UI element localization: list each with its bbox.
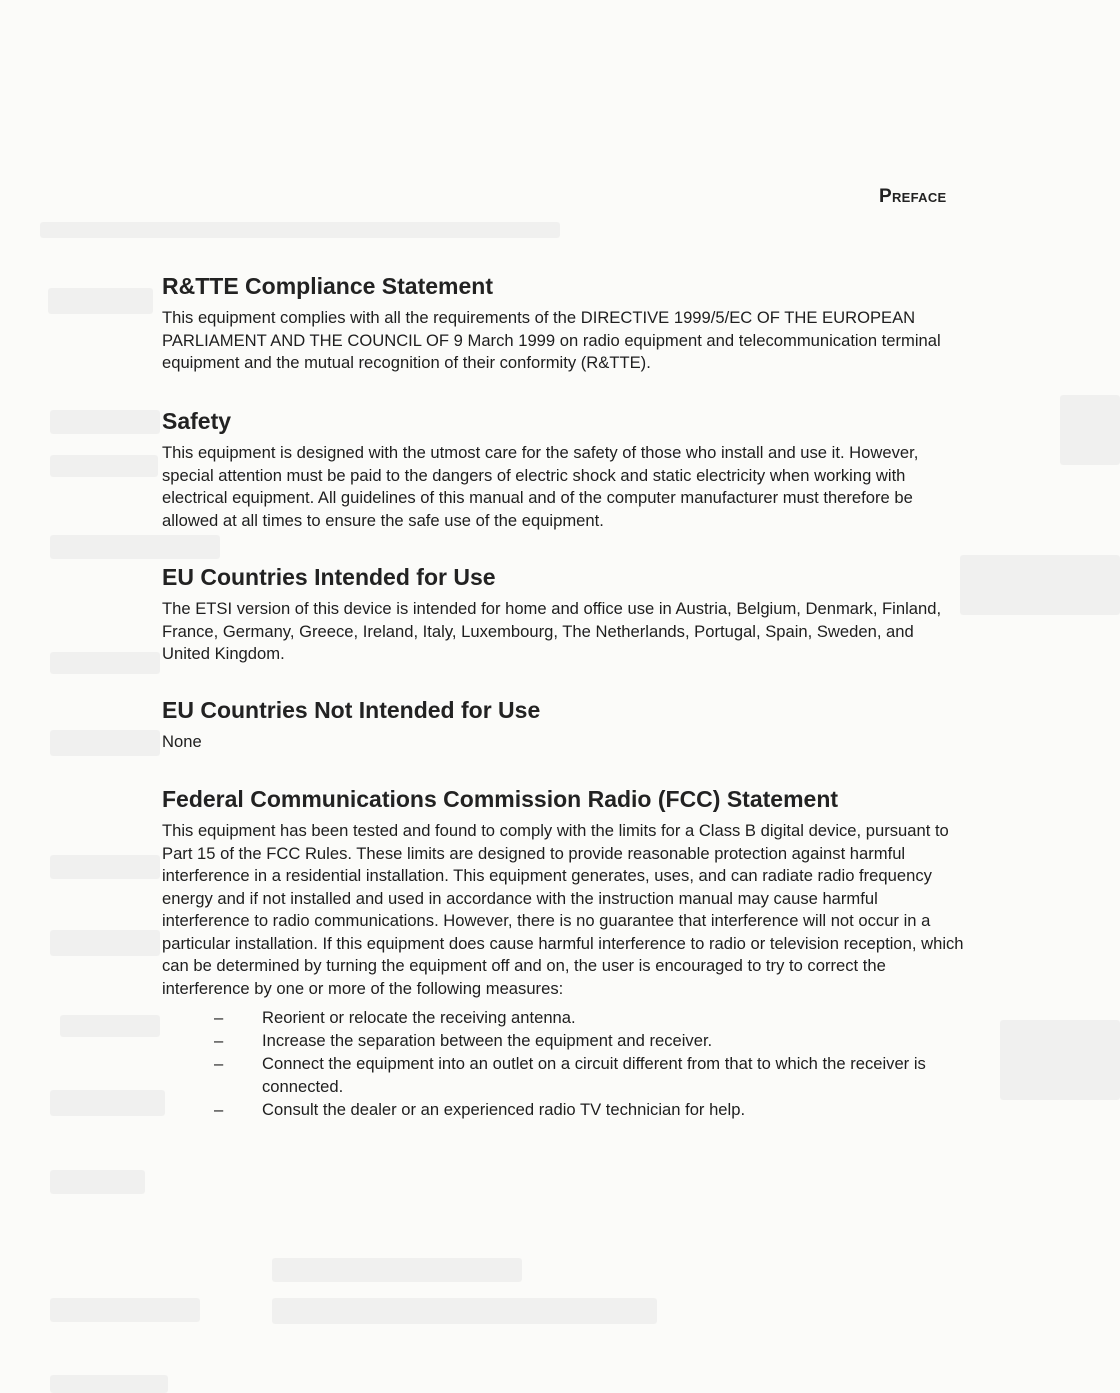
bleed-through-mark: [272, 1298, 657, 1324]
bleed-through-mark: [1060, 395, 1120, 465]
rtte-compliance-section: [162, 271, 982, 375]
bleed-through-mark: [50, 855, 160, 879]
list-item: [214, 1029, 954, 1052]
running-head: Preface: [879, 186, 947, 207]
measure-text: Increase the separation between the equipment and receiver.: [262, 1031, 713, 1050]
bleed-through-mark: [1000, 1020, 1120, 1100]
eu-intended-section: [162, 562, 982, 666]
bleed-through-mark: [50, 1090, 165, 1116]
eu-not-intended-section: [162, 695, 982, 754]
section-body: This equipment has been tested and found to comply with the limits for a Class B digital device, pursuant to Part 15 of the FCC Rules. These limits are designed to provide reasonable protection against harmful interference in a residential installation. This equipment generates, uses, and can radiate radio frequency energy and if not installed and used in accordance with the instruction manual may cause harmful interference to radio communications. However, there is no guarantee that interference will not occur in a particular installation. If this equipment does cause harmful interference to radio or television reception, which can be determined by turning the equipment off and on, the user is encouraged to try to correct the interference by one or more of the following measures:: [162, 821, 964, 998]
section-heading: Safety: [162, 408, 232, 434]
section-heading: Federal Communications Commission Radio (FCC) Statement: [162, 786, 839, 812]
section-heading: EU Countries Not Intended for Use: [162, 697, 541, 723]
section-body: The ETSI version of this device is intended for home and office use in Austria, Belgium, Denmark, Finland, France, Germany, Greece, Ireland, Italy, Luxembourg, The Netherlands, Portugal, Spain, Sweden, and United Kingdom.: [162, 599, 942, 663]
bleed-through-mark: [48, 288, 153, 314]
measures-list: [162, 1006, 954, 1121]
dash-bullet: –: [214, 1008, 224, 1027]
bleed-through-mark: [50, 410, 160, 434]
dash-bullet: –: [214, 1100, 224, 1119]
bleed-through-mark: [50, 1170, 145, 1194]
safety-section: [162, 406, 982, 532]
measure-text: Reorient or relocate the receiving antenna.: [262, 1008, 576, 1027]
measure-text: Consult the dealer or an experienced radio TV technician for help.: [262, 1100, 746, 1119]
section-heading: EU Countries Intended for Use: [162, 564, 496, 590]
bleed-through-mark: [50, 730, 160, 756]
bleed-through-mark: [50, 455, 158, 477]
section-body: This equipment complies with all the requirements of the DIRECTIVE 1999/5/EC OF THE EUROPEAN PARLIAMENT AND THE COUNCIL OF 9 March 1999 on radio equipment and telecommunication terminal equipment and the mutual recognition of their conformity (R&TTE).: [162, 308, 941, 372]
bleed-through-mark: [50, 652, 160, 674]
bleed-through-mark: [50, 930, 160, 956]
bleed-through-mark: [272, 1258, 522, 1282]
list-item: [214, 1052, 954, 1098]
bleed-through-mark: [50, 535, 220, 559]
list-item: [214, 1098, 954, 1121]
measure-text: Connect the equipment into an outlet on a circuit different from that to which the receiver is connected.: [262, 1054, 926, 1096]
list-item: [214, 1006, 954, 1029]
bleed-through-mark: [50, 1298, 200, 1322]
bleed-through-mark: [960, 555, 1120, 615]
bleed-through-mark: [40, 222, 560, 238]
dash-bullet: –: [214, 1031, 224, 1050]
section-body: None: [162, 732, 202, 751]
bleed-through-mark: [60, 1015, 160, 1037]
bleed-through-mark: [50, 1375, 168, 1393]
dash-bullet: –: [214, 1054, 224, 1073]
fcc-statement-section: [162, 784, 982, 1121]
section-heading: R&TTE Compliance Statement: [162, 273, 493, 299]
section-body: This equipment is designed with the utmost care for the safety of those who install and use it. However, special attention must be paid to the dangers of electric shock and static electricity when working with electrical equipment. All guidelines of this manual and of the computer manufacturer must therefore be allowed at all times to ensure the safe use of the equipment.: [162, 443, 919, 530]
